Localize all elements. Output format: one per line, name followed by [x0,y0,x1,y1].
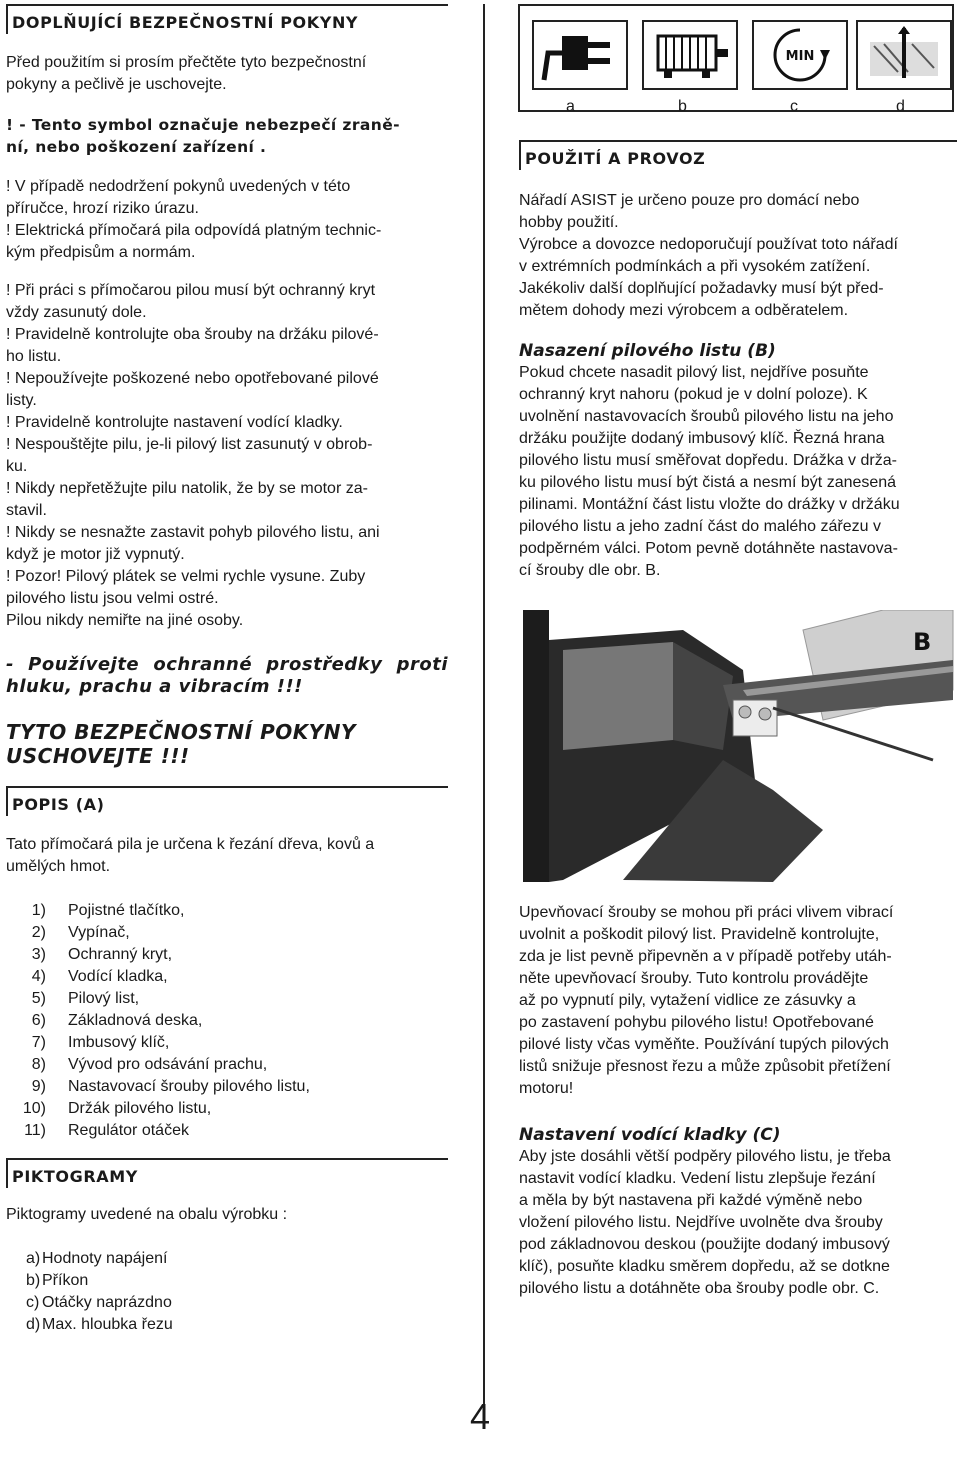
item-label: Vypínač, [68,924,130,941]
item-label: Držák pilového listu, [68,1100,212,1117]
text-line: pilové listy včas vyměňte. Používání tupých pilových [519,1036,889,1053]
list-item [6,922,448,944]
blade-text [519,362,957,582]
blade-title: Nasazení pilového listu (B) [519,341,776,361]
text-line: hluku, prachu a vibracím !!! [6,676,303,697]
item-label: Příkon [42,1272,89,1289]
popis-title: POPIS (A) [6,786,448,816]
item-label: Vývod pro odsávání prachu, [68,1056,268,1073]
use-title: POUŽITÍ A PROVOZ [519,140,957,170]
text-line: podpěrném válci. Potom pevně dotáhněte nastavova- [519,540,898,557]
item-label: Pojistné tlačítko, [68,902,185,919]
text-line: ! - Tento symbol označuje nebezpečí zraně- [6,116,400,134]
text-line: - Používejte ochranné prostředky proti [6,654,448,675]
left-column [6,0,448,1336]
text-line: cí šrouby dle obr. B. [519,562,661,579]
list-item [6,1054,448,1076]
list-item [6,1076,448,1098]
text-line: USCHOVEJTE !!! [6,744,190,768]
text-line: když je motor již vypnutý. [6,546,185,563]
text-line: pokyny a pečlivě je uschovejte. [6,76,227,93]
item-number: 2) [31,924,46,941]
text-line: pilinami. Montážní část listu vložte do drážky v držáku [519,496,900,513]
item-number: b) [26,1272,41,1289]
list-item [6,1120,448,1142]
list-item [6,1010,448,1032]
text-line: pilového listu a jeho zadní část do malého zářezu v [519,518,881,535]
item-label: Pilový list, [68,990,140,1007]
text-line: pod základnovou deskou (použijte dodaný imbusový [519,1236,890,1253]
item-label: Nastavovací šrouby pilového listu, [68,1078,310,1095]
item-number: c) [26,1294,40,1311]
item-number: 4) [31,968,46,985]
text-line: vložení pilového listu. Nejdříve uvolněte dva šrouby [519,1214,883,1231]
text-line: ho listu. [6,348,62,365]
figure-label: B [913,628,932,656]
item-number: 9) [31,1078,46,1095]
warnings-b [6,280,448,632]
item-label: Vodící kladka, [68,968,168,985]
text-line: Tato přímočará pila je určena k řezání dřeva, kovů a [6,836,375,853]
text-line: listy. [6,392,37,409]
text-line: po zastavení pohybu pilového listu! Opotřebované [519,1014,874,1031]
text-line: ku. [6,458,28,475]
column-divider [483,4,485,1419]
protect-note [6,654,448,698]
item-number: 5) [31,990,46,1007]
motor-icon [642,20,738,90]
item-number: 1) [31,902,46,919]
text-line: motoru! [519,1080,574,1097]
picto-label: b [678,98,687,115]
picto-title: PIKTOGRAMY [6,1158,448,1188]
text-line: v extrémních podmínkách a při vysokém zatížení. [519,258,871,275]
text-line: až po vypnutí pily, vytažení vidlice ze zásuvky a [519,992,856,1009]
list-item [6,1032,448,1054]
use-text [519,190,957,322]
text-line: vždy zasunutý dole. [6,304,147,321]
text-line: pilového listu a dotáhněte oba šrouby podle obr. C. [519,1280,880,1297]
text-line: nastavit vodící kladku. Vedení listu zlepšuje řezání [519,1170,876,1187]
list-item [6,900,448,922]
pictogram-panel [518,4,954,115]
item-label: Max. hloubka řezu [42,1316,173,1333]
picto-intro: Piktogramy uvedené na obalu výrobku : [6,1206,288,1223]
text-line: uvolnit a poškodit pilový list. Pravidelně kontrolujte, [519,926,880,943]
figure-b-photo [523,610,955,882]
cut-depth-icon [856,20,952,90]
text-line: ! Nikdy se nesnažte zastavit pohyb pilového listu, ani [6,524,380,541]
item-number: 6) [31,1012,46,1029]
list-item [6,966,448,988]
intro-text [6,52,448,96]
text-line: Pokud chcete nasadit pilový list, nejdříve posuňte [519,364,869,381]
text-line: ! Nikdy nepřetěžujte pilu natolik, že by se motor za- [6,480,368,497]
picto-label: a [566,98,575,115]
list-item [6,988,448,1010]
item-label: Základnová deska, [68,1012,203,1029]
text-line: ! Při práci s přímočarou pilou musí být ochranný kryt [6,282,376,299]
text-line: uvolnění nastavovacích šroubů pilového listu na jeho [519,408,894,425]
text-line: ochranný kryt nahoru (pokud je v dolní poloze). K [519,386,868,403]
list-item [6,944,448,966]
text-line: ! Pravidelně kontrolujte nastavení vodící kladky. [6,414,343,431]
text-line: Jakékoliv další doplňující požadavky musí být před- [519,280,884,297]
text-line: ku pilového listu musí být čistá a nesmí být zanesená [519,474,897,491]
text-line: TYTO BEZPEČNOSTNÍ POKYNY [6,720,356,744]
item-label: Hodnoty napájení [42,1250,168,1267]
text-line: Před použitím si prosím přečtěte tyto bezpečnostní [6,54,367,71]
min-label: MIN [785,49,815,64]
text-line: Aby jste dosáhli větší podpěry pilového listu, je třeba [519,1148,891,1165]
text-line: a měla by být nastavena při každé výměně nebo [519,1192,863,1209]
min-speed-icon [752,20,848,90]
list-item [6,1292,448,1314]
item-number: 11) [24,1122,46,1139]
right-column [519,140,957,582]
text-line: ! Nepoužívejte poškozené nebo opotřebované pilové [6,370,379,387]
item-number: a) [26,1250,41,1267]
text-line: Výrobce a dovozce nedoporučují používat toto nářadí [519,236,898,253]
right-column-lower [519,902,957,1300]
picto-label: d [896,98,905,115]
text-line: něte upevňovací šrouby. Tuto kontrolu provádějte [519,970,869,987]
keep-note [6,720,448,768]
picto-label: c [790,98,798,115]
screws-text [519,902,957,1100]
item-label: Imbusový klíč, [68,1034,170,1051]
item-number: 3) [31,946,46,963]
text-line: mětem dohody mezi výrobcem a odběratelem. [519,302,849,319]
text-line: umělých hmot. [6,858,111,875]
text-line: kým předpisům a normám. [6,244,196,261]
safety-title: DOPLŇUJÍCÍ BEZPEČNOSTNÍ POKYNY [6,4,448,34]
text-line: hobby použití. [519,214,619,231]
text-line: ! Pravidelně kontrolujte oba šrouby na držáku pilové- [6,326,379,343]
item-label: Ochranný kryt, [68,946,173,963]
text-line: listů snižuje přesnost řezu a může způsobit přetížení [519,1058,891,1075]
text-line: zda je list pevně připevněn a v případě potřeby utáh- [519,948,892,965]
page-number: 4 [470,1396,491,1437]
picto-list [6,1248,448,1336]
text-line: příručce, hrozí riziko úrazu. [6,200,199,217]
list-item [6,1270,448,1292]
plug-icon [532,20,628,90]
text-line: Pilou nikdy nemiřte na jiné osoby. [6,612,244,629]
text-line: Nářadí ASIST je určeno pouze pro domácí nebo [519,192,860,209]
item-label: Regulátor otáček [68,1122,189,1139]
parts-list [6,900,448,1142]
guide-title: Nastavení vodící kladky (C) [519,1125,781,1145]
item-number: d) [26,1316,41,1333]
text-line: ! Pozor! Pilový plátek se velmi rychle vysune. Zuby [6,568,366,585]
popis-text [6,834,448,878]
list-item [6,1314,448,1336]
symbol-note [6,114,448,158]
list-item [6,1098,448,1120]
item-number: 7) [31,1034,46,1051]
text-line: klíč), posuňte kladku směrem dopředu, až se dotkne [519,1258,890,1275]
text-line: ! Nespouštějte pilu, je-li pilový list zasunutý v obrob- [6,436,373,453]
text-line: držáku použijte dodaný imbusový klíč. Řezná hrana [519,430,885,447]
text-line: pilového listu jsou velmi ostré. [6,590,219,607]
text-line: stavil. [6,502,47,519]
warnings-a [6,176,448,264]
text-line: Upevňovací šrouby se mohou při práci vlivem vibrací [519,904,894,921]
list-item [6,1248,448,1270]
text-line: ! V případě nedodržení pokynů uvedených v této [6,178,351,195]
item-label: Otáčky naprázdno [42,1294,172,1311]
text-line: pilového listu musí směřovat dopředu. Drážka v drža- [519,452,897,469]
text-line: ! Elektrická přímočará pila odpovídá platným technic- [6,222,382,239]
item-number: 8) [31,1056,46,1073]
text-line: ní, nebo poškození zařízení . [6,138,267,156]
item-number: 10) [22,1100,46,1117]
guide-text [519,1146,957,1300]
